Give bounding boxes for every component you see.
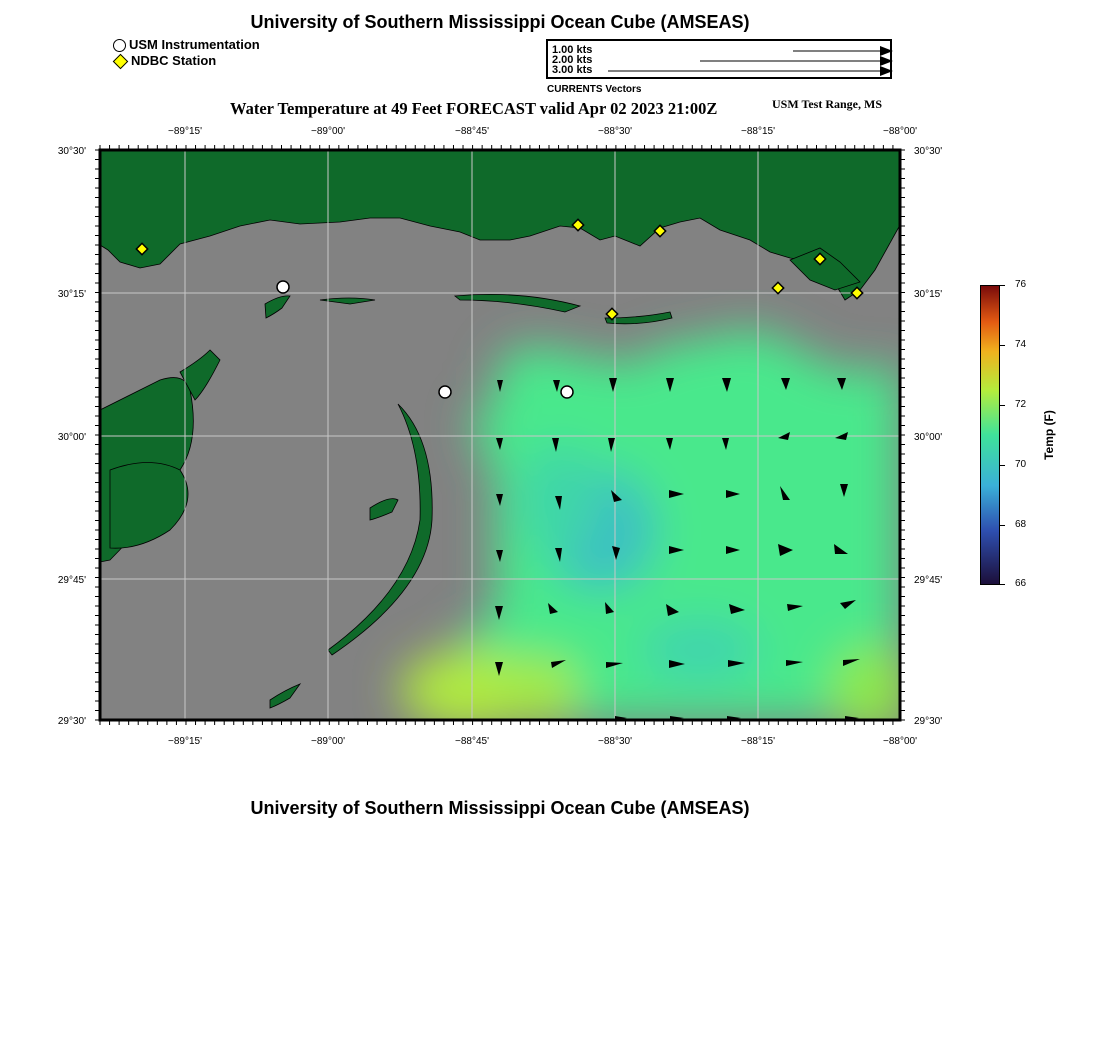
vector-scale-row-3: 3.00 kts <box>552 64 593 76</box>
colorbar-label: 70 <box>1015 459 1027 470</box>
lon-label: −89°00' <box>311 736 345 747</box>
lon-label: −89°00' <box>311 126 345 137</box>
vector-scale-row-2: 2.00 kts <box>552 54 593 66</box>
page-title: University of Southern Mississippi Ocean Cube (AMSEAS) <box>250 12 750 32</box>
colorbar-tick <box>1000 584 1005 585</box>
lat-label: 29°30' <box>57 716 86 727</box>
lon-label: −88°00' <box>883 736 917 747</box>
lon-label: −88°45' <box>455 736 489 747</box>
colorbar-tick <box>1000 465 1005 466</box>
lon-label: −88°30' <box>598 736 632 747</box>
lat-label: 29°45' <box>914 575 943 586</box>
colorbar-label: 68 <box>1015 519 1027 530</box>
lat-label: 29°45' <box>57 575 86 586</box>
colorbar-label: 74 <box>1015 339 1027 350</box>
colorbar-label: 72 <box>1015 399 1027 410</box>
lon-label: −89°15' <box>168 126 202 137</box>
lat-label: 30°00' <box>914 432 943 443</box>
legend-usm-label: USM Instrumentation <box>129 37 260 52</box>
plot-subtitle: Water Temperature at 49 Feet FORECAST valid Apr 02 2023 21:00Z <box>230 99 718 118</box>
usm-station-marker[interactable] <box>277 281 289 293</box>
temperature-colorbar <box>980 285 1000 585</box>
usm-station-marker[interactable] <box>561 386 573 398</box>
lat-label: 30°30' <box>914 146 943 157</box>
lat-label: 30°00' <box>57 432 86 443</box>
lon-label: −88°30' <box>598 126 632 137</box>
lon-label: −88°00' <box>883 126 917 137</box>
region-label: USM Test Range, MS <box>772 97 883 111</box>
colorbar-tick <box>1000 525 1005 526</box>
colorbar-title: Temp (F) <box>1041 410 1056 460</box>
colorbar-label: 76 <box>1015 279 1027 290</box>
lon-label: −88°45' <box>455 126 489 137</box>
lon-label: −89°15' <box>168 736 202 747</box>
lon-labels-bottom <box>168 736 917 747</box>
lon-labels-top <box>168 126 917 137</box>
lat-label: 30°15' <box>57 289 86 300</box>
colorbar-tick <box>1000 285 1005 286</box>
lat-labels-left <box>58 146 86 727</box>
lat-labels-right <box>914 146 942 727</box>
lon-label: −88°15' <box>741 126 775 137</box>
vector-legend-caption: CURRENTS Vectors <box>547 84 642 95</box>
lat-label: 29°30' <box>914 716 943 727</box>
footer-title: University of Southern Mississippi Ocean Cube (AMSEAS) <box>250 798 750 818</box>
colorbar-tick <box>1000 405 1005 406</box>
lat-label: 30°15' <box>914 289 943 300</box>
colorbar-label: 66 <box>1015 578 1027 589</box>
lon-label: −88°15' <box>741 736 775 747</box>
vector-scale-row-1: 1.00 kts <box>552 44 593 56</box>
legend-ndbc-label: NDBC Station <box>131 53 217 68</box>
colorbar-tick <box>1000 345 1005 346</box>
usm-station-marker[interactable] <box>439 386 451 398</box>
lat-label: 30°30' <box>57 146 86 157</box>
